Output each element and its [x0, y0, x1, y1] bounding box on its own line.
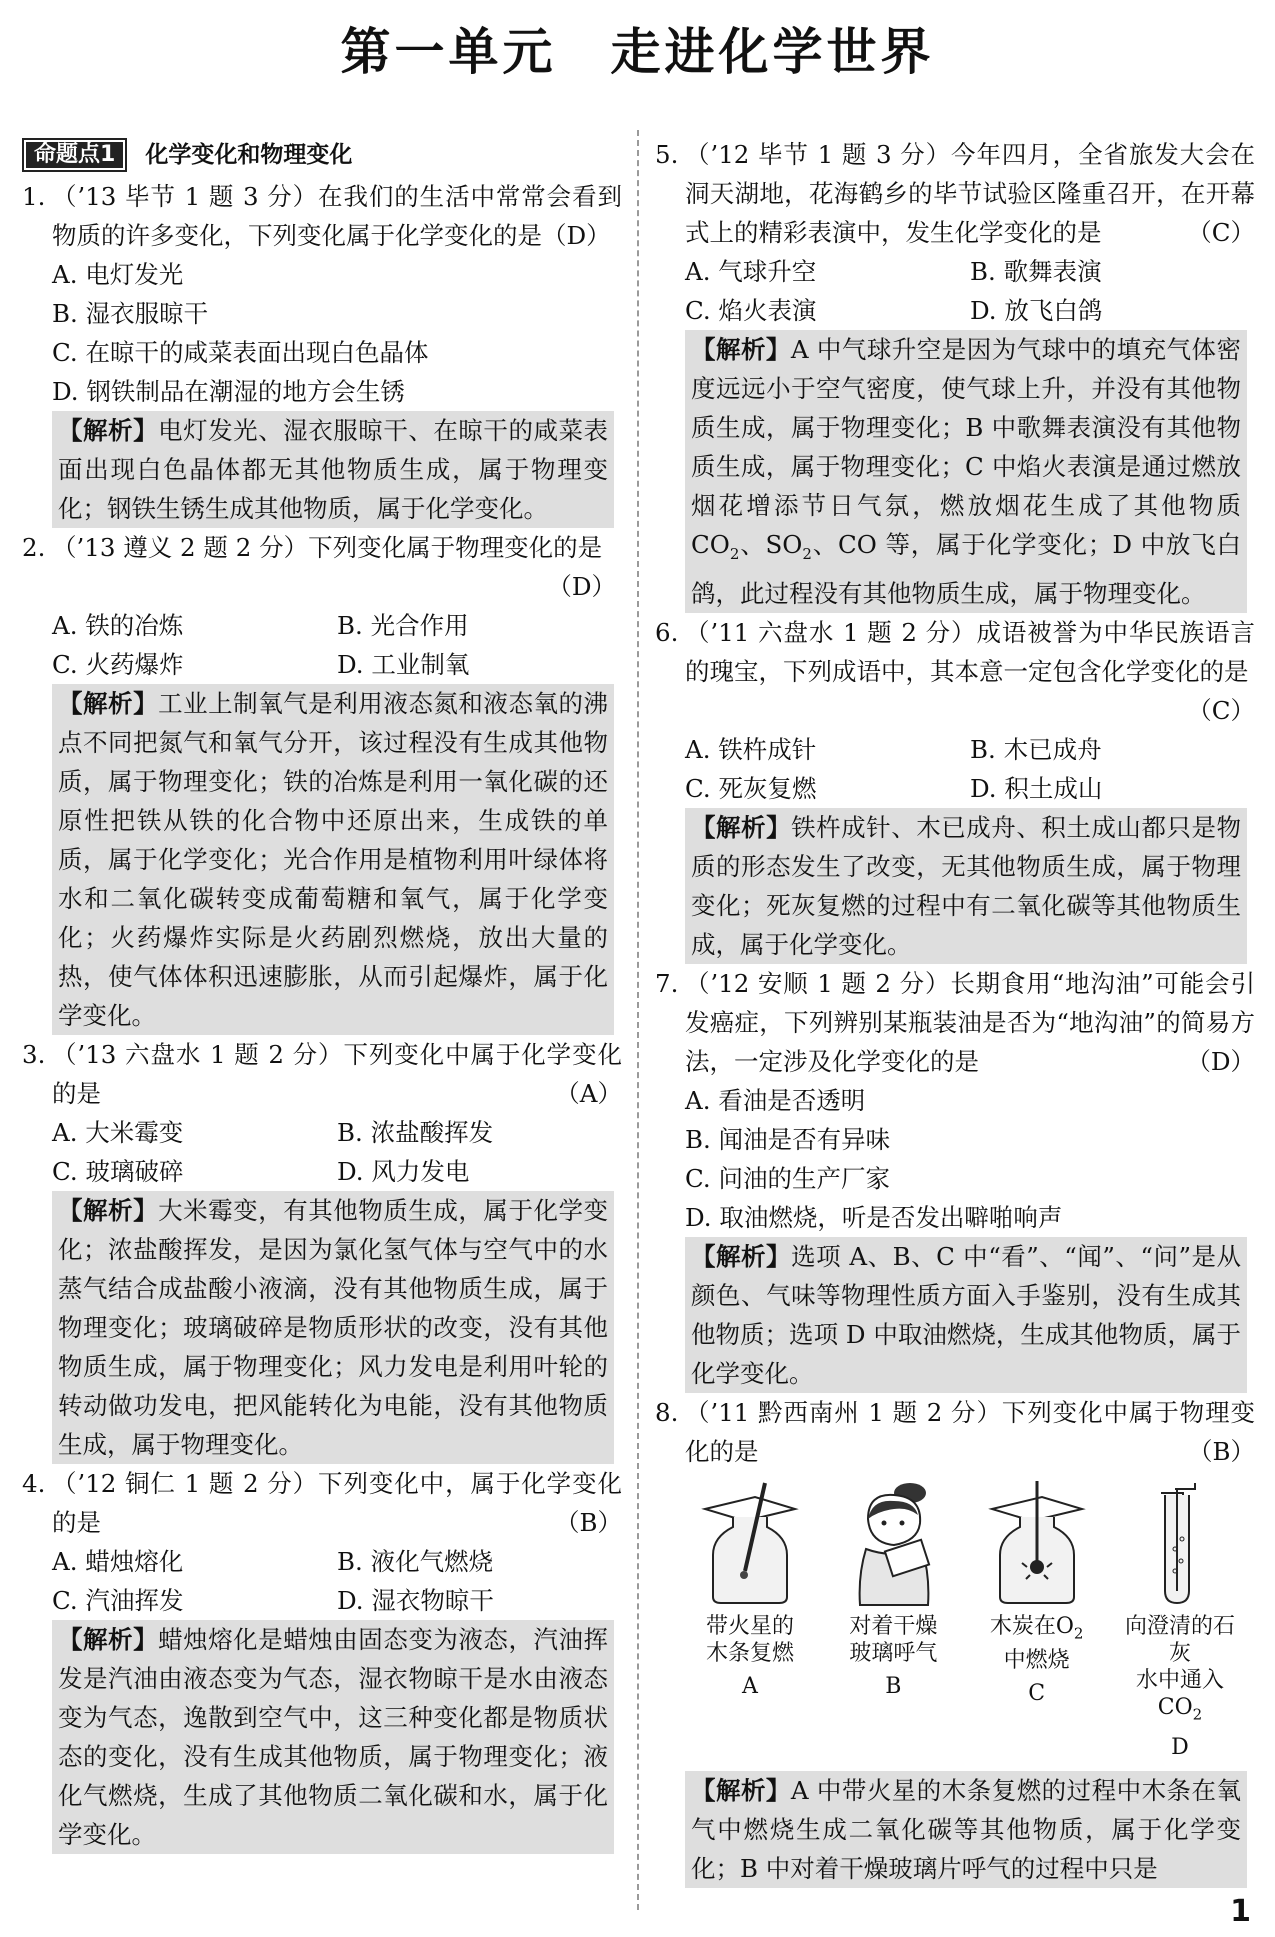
figure-letter: A: [742, 1673, 758, 1699]
option: D. 放飞白鸽: [970, 296, 1103, 325]
question-number: 1.: [22, 182, 46, 211]
figure-caption-line: 中燃烧: [1003, 1648, 1070, 1674]
answer: （D）: [542, 221, 611, 250]
analysis-text: A 中带火星的木条复燃的过程中木条在氧气中燃烧生成二氧化碳等其他物质，属于化学变化；B 中对着干燥玻璃片呼气的过程中只是: [691, 1776, 1242, 1884]
option: C. 火药爆炸: [52, 650, 184, 679]
charcoal-burning-jar-icon: [982, 1479, 1092, 1609]
answer: （D）: [547, 572, 616, 601]
question-number: 6.: [655, 617, 679, 647]
option: A. 看油是否透明: [685, 1085, 866, 1115]
subscript: 2: [729, 544, 740, 563]
figure-letter: D: [1171, 1735, 1189, 1761]
figure-caption-line: 带火星的: [705, 1613, 794, 1639]
option: D. 湿衣物晾干: [337, 1586, 494, 1615]
page-title: 第一单元 走进化学世界: [340, 23, 935, 81]
question-1: [22, 177, 622, 528]
answer: （C）: [1187, 218, 1255, 247]
girl-breathing-on-glass-icon: [838, 1479, 948, 1609]
option: A. 电灯发光: [52, 260, 184, 289]
figure-b: [828, 1479, 958, 1761]
subscript: 2: [1192, 1705, 1203, 1724]
option: A. 气球升空: [685, 257, 817, 286]
question-8: [655, 1393, 1255, 1888]
answer: （B）: [1187, 1436, 1255, 1466]
option: C. 玻璃破碎: [52, 1157, 184, 1186]
analysis-text: 大米霉变，有其他物质生成，属于化学变化；浓盐酸挥发，是因为氯化氢气体与空气中的水蒸气结合成盐酸小液滴，没有其他物质生成，属于物理变化；玻璃破碎是物质形状的改变，没有其他物质生成，属于物理变化；风力发电是利用叶轮的转动做功发电，把风能转化为电能，没有其他物质生成，属于物理变化。: [58, 1196, 609, 1459]
option: D. 积土成山: [970, 773, 1103, 803]
answer: （A）: [555, 1079, 622, 1108]
analysis-box: [685, 330, 1247, 613]
left-column: [22, 135, 622, 1854]
option: D. 钢铁制品在潮湿的地方会生锈: [52, 377, 405, 406]
option: C. 焰火表演: [685, 296, 817, 325]
question-stem: （’13 六盘水 1 题 2 分）下列变化中属于化学变化的是: [52, 1040, 622, 1108]
analysis-box: [685, 1237, 1247, 1393]
question-7: [655, 964, 1255, 1393]
analysis-box: [52, 684, 614, 1035]
figure-c: [972, 1479, 1102, 1761]
option: D. 风力发电: [337, 1157, 470, 1186]
question-stem: （’12 安顺 1 题 2 分）长期食用“地沟油”可能会引发癌症，下列辨别某瓶装油是否为“地沟油”的简易方法，一定涉及化学变化的是: [685, 968, 1255, 1076]
question-number: 5.: [655, 140, 679, 169]
jar-with-splint-icon: [695, 1479, 805, 1609]
subscript: 2: [1073, 1624, 1084, 1643]
figure-a: [685, 1479, 815, 1761]
analysis-text: 选项 A、B、C 中“看”、“闻”、“问”是从颜色、气味等物理性质方面入手鉴别，没有生成其他物质；选项 D 中取油燃烧，生成其他物质，属于化学变化。: [691, 1241, 1242, 1388]
question-3: [22, 1035, 622, 1464]
question-stem: （’11 六盘水 1 题 2 分）成语被誉为中华民族语言的瑰宝，下列成语中，其本意一定包含化学变化的是: [685, 617, 1255, 686]
option: C. 在晾干的咸菜表面出现白色晶体: [52, 338, 429, 367]
analysis-text: A 中气球升空是因为气球中的填充气体密度远远小于空气密度，使气球上升，并没有其他物质生成，属于物理变化；B 中歌舞表演没有其他物质生成，属于物理变化；C 中焰火表演是通过燃放烟花增添节日气氛，燃放烟花生成了其他物质 CO: [691, 335, 1242, 559]
question-stem: （’11 黔西南州 1 题 2 分）下列变化中属于物理变化的是: [685, 1397, 1255, 1466]
option: A. 铁的冶炼: [52, 611, 184, 640]
analysis-text: 、CO 等，属于化学变化；D 中放飞白鸽，此过程没有其他物质生成，属于物理变化。: [691, 530, 1241, 608]
option: B. 歌舞表演: [970, 257, 1102, 286]
option: B. 液化气燃烧: [337, 1547, 494, 1576]
option: B. 湿衣服晾干: [52, 299, 209, 328]
figure-caption-line: 水中通入CO: [1135, 1667, 1224, 1720]
figure-caption-line: 向澄清的石灰: [1124, 1613, 1235, 1666]
question-4: [22, 1464, 622, 1854]
figure-caption-line: 对着干燥: [849, 1613, 938, 1639]
question-2: [22, 528, 622, 1035]
analysis-text: 、SO: [739, 530, 803, 559]
option: A. 蜡烛熔化: [52, 1547, 184, 1576]
analysis-tag: 【解析】: [691, 1241, 792, 1271]
option: A. 铁杵成针: [685, 734, 817, 764]
analysis-tag: 【解析】: [691, 335, 791, 364]
figure-caption-line: 木炭在O: [989, 1613, 1074, 1639]
question-5: [655, 135, 1255, 613]
right-column: [655, 135, 1255, 1888]
question-6: [655, 613, 1255, 964]
analysis-tag: 【解析】: [58, 1196, 159, 1225]
question-stem: （’12 毕节 1 题 3 分）今年四月，全省旅发大会在洞天湖地，花海鹤乡的毕节试验区隆重召开，在开幕式上的精彩表演中，发生化学变化的是: [685, 140, 1255, 247]
page-number: 1: [1230, 1894, 1251, 1929]
option: C. 问油的生产厂家: [685, 1163, 890, 1193]
section-title: 化学变化和物理变化: [145, 141, 353, 168]
question-number: 7.: [655, 968, 679, 998]
option: C. 汽油挥发: [52, 1586, 184, 1615]
option: C. 死灰复燃: [685, 773, 817, 803]
analysis-tag: 【解析】: [691, 1776, 791, 1806]
subscript: 2: [802, 544, 812, 563]
figure-d: [1115, 1479, 1245, 1761]
question-number: 8.: [655, 1397, 679, 1427]
answer: （B）: [554, 1508, 622, 1537]
analysis-text: 电灯发光、湿衣服晾干、在晾干的咸菜表面出现白色晶体都无其他物质生成，属于物理变化；钢铁生锈生成其他物质，属于化学变化。: [58, 416, 609, 523]
figure-row: [685, 1479, 1245, 1761]
analysis-tag: 【解析】: [58, 689, 159, 718]
analysis-text: 工业上制氧气是利用液态氮和液态氧的沸点不同把氮气和氧气分开，该过程没有生成其他物质，属于物理变化；铁的冶炼是利用一氧化碳的还原性把铁从铁的化合物中还原出来，生成铁的单质，属于化学变化；光合作用是植物利用叶绿体将水和二氧化碳转变成葡萄糖和氧气，属于化学变化；火药爆炸实际是火药剧烈燃烧，放出大量的热，使气体体积迅速膨胀，从而引起爆炸，属于化学变化。: [58, 689, 609, 1030]
answer: （D）: [1186, 1046, 1255, 1076]
analysis-box: [685, 1771, 1247, 1888]
figure-caption-line: 玻璃呼气: [849, 1640, 938, 1666]
question-number: 4.: [22, 1469, 46, 1498]
question-stem: （’13 毕节 1 题 3 分）在我们的生活中常常会看到物质的许多变化，下列变化属于化学变化的是: [52, 182, 622, 250]
analysis-tag: 【解析】: [691, 812, 792, 842]
section-header: [22, 135, 622, 175]
option: D. 工业制氧: [337, 650, 470, 679]
option: B. 木已成舟: [970, 734, 1102, 764]
question-number: 2.: [22, 533, 46, 562]
question-stem: （’13 遵义 2 题 2 分）下列变化属于物理变化的是: [52, 533, 603, 562]
figure-letter: C: [1028, 1681, 1046, 1707]
analysis-tag: 【解析】: [58, 416, 159, 445]
column-divider: [637, 130, 639, 1910]
analysis-box: [52, 411, 614, 528]
analysis-text: 铁杵成针、木已成舟、积土成山都只是物质的形态发生了改变，无其他物质生成，属于物理变化；死灰复燃的过程中有二氧化碳等其他物质生成，属于化学变化。: [691, 812, 1242, 959]
section-badge: 命题点1: [22, 138, 127, 172]
figure-letter: B: [885, 1673, 902, 1699]
answer: （C）: [1187, 695, 1255, 725]
option: B. 浓盐酸挥发: [337, 1118, 494, 1147]
figure-caption-line: 木条复燃: [705, 1640, 794, 1666]
analysis-box: [52, 1191, 614, 1464]
question-number: 3.: [22, 1040, 46, 1069]
option: B. 光合作用: [337, 611, 469, 640]
analysis-box: [52, 1620, 614, 1854]
analysis-text: 蜡烛熔化是蜡烛由固态变为液态，汽油挥发是汽油由液态变为气态，湿衣物晾干是水由液态变为气态，逸散到空气中，这三种变化都是物质状态的变化，没有生成其他物质，属于物理变化；液化气燃烧，生成了其他物质二氧化碳和水，属于化学变化。: [58, 1625, 609, 1849]
question-stem: （’12 铜仁 1 题 2 分）下列变化中，属于化学变化的是: [52, 1469, 622, 1537]
analysis-box: [685, 808, 1247, 964]
option: A. 大米霉变: [52, 1118, 184, 1147]
option: B. 闻油是否有异味: [685, 1124, 891, 1154]
analysis-tag: 【解析】: [58, 1625, 159, 1654]
test-tube-with-bubbles-icon: [1125, 1479, 1235, 1609]
option: D. 取油燃烧，听是否发出噼啪响声: [685, 1202, 1063, 1232]
